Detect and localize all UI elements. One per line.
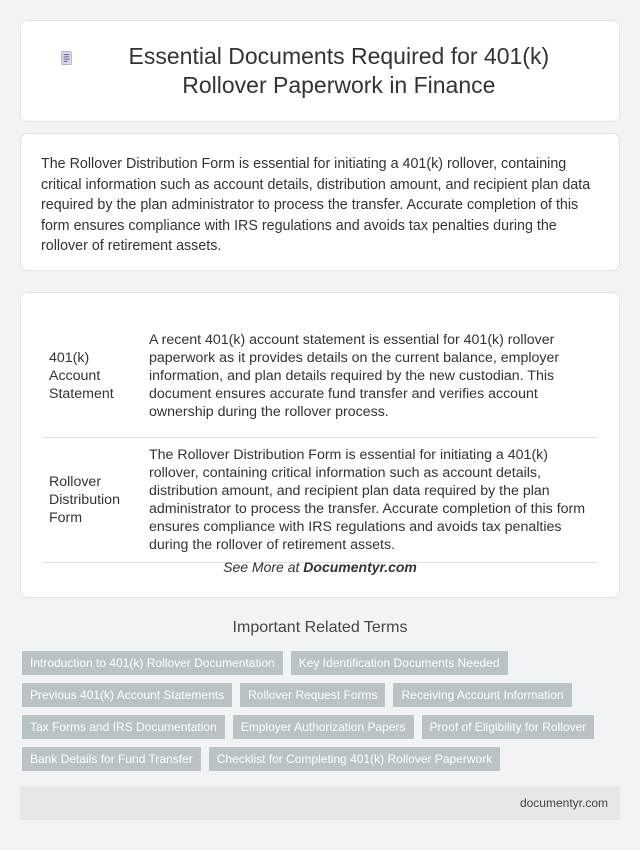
- documents-table-card: [20, 292, 620, 598]
- footer-site-link[interactable]: documentyr.com: [519, 796, 608, 810]
- document-description: The Rollover Distribution Form is essential for initiating a 401(k) rollover, containing critical information such as account details, distribution amount, and recipient plan data required by the plan administrator to process the transfer. Accurate completion of this form ensures compliance with IRS regulations and avoids tax penalties during the rollover of retirement assets.: [149, 446, 586, 553]
- related-term-tag[interactable]: Rollover Request Forms: [240, 683, 385, 707]
- document-name: Rollover Distribution Form: [49, 473, 120, 526]
- related-term-tag[interactable]: Employer Authorization Papers: [233, 715, 414, 739]
- table-row: [43, 437, 597, 562]
- footer: [20, 786, 620, 820]
- document-description: A recent 401(k) account statement is essential for 401(k) rollover paperwork as it provides details on the current balance, employer information, and plan details required by the new custodian. This document ensures accurate fund transfer and verifies account ownership during the rollover process.: [149, 331, 560, 420]
- related-term-tag[interactable]: Checklist for Completing 401(k) Rollover Paperwork: [209, 747, 500, 771]
- documents-table: [43, 315, 597, 563]
- intro-paragraph: The Rollover Distribution Form is essential for initiating a 401(k) rollover, containing critical information such as account details, distribution amount, and recipient plan data required by the plan administrator to process the transfer. Accurate completion of this form ensures compliance with IRS regulations and avoids tax penalties during the rollover of retirement assets.: [41, 156, 591, 254]
- related-term-tag[interactable]: Bank Details for Fund Transfer: [22, 747, 201, 771]
- related-term-tag[interactable]: Tax Forms and IRS Documentation: [22, 715, 225, 739]
- related-terms-tags: [22, 651, 622, 779]
- related-term-tag[interactable]: Previous 401(k) Account Statements: [22, 683, 232, 707]
- intro-card: [20, 133, 620, 271]
- document-icon: [61, 47, 73, 69]
- see-more-link[interactable]: [21, 559, 619, 575]
- see-more-site: Documentyr.com: [303, 559, 417, 575]
- related-terms-title: Important Related Terms: [232, 619, 408, 636]
- related-term-tag[interactable]: Receiving Account Information: [393, 683, 571, 707]
- title-card: [20, 20, 620, 122]
- table-row: [43, 315, 597, 437]
- related-term-tag[interactable]: Proof of Eligibility for Rollover: [422, 715, 595, 739]
- related-term-tag[interactable]: Introduction to 401(k) Rollover Documentation: [22, 651, 283, 675]
- related-term-tag[interactable]: Key Identification Documents Needed: [291, 651, 508, 675]
- page-title: Essential Documents Required for 401(k) Rollover Paperwork in Finance: [128, 43, 550, 98]
- see-more-prefix: See More at: [223, 559, 304, 575]
- document-name: 401(k) Account Statement: [49, 349, 114, 402]
